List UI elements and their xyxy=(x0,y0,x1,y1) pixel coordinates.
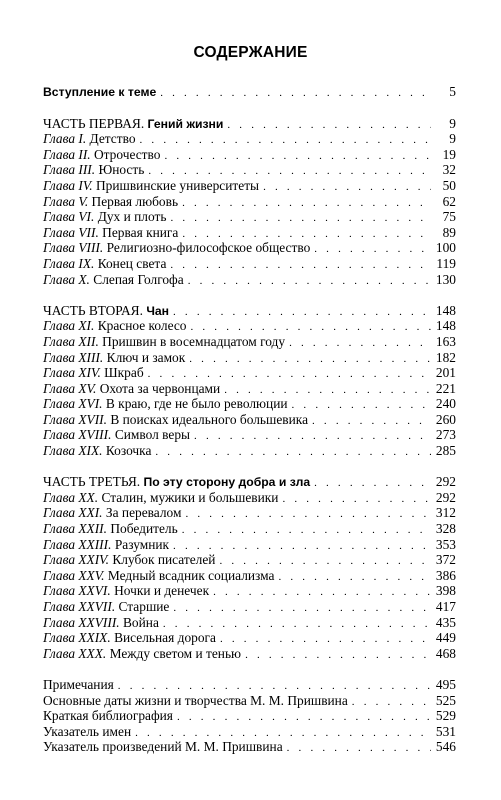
toc-chapter-entry xyxy=(43,131,456,147)
page-number: 163 xyxy=(435,333,456,349)
page-number: 5 xyxy=(449,84,456,99)
page-number: 449 xyxy=(435,630,456,646)
chapter-prefix: Глава XVIII. xyxy=(43,427,112,443)
page-number: 312 xyxy=(435,505,456,521)
toc-chapter-entry xyxy=(43,350,456,366)
page-number: 75 xyxy=(442,209,456,225)
chapter-title: Висельная дорога xyxy=(114,630,216,646)
toc-chapter-entry xyxy=(43,147,456,163)
page-number: 435 xyxy=(435,614,456,630)
page-number: 201 xyxy=(435,365,456,381)
toc-chapter-entry xyxy=(43,396,456,412)
toc-chapter-entry xyxy=(43,630,456,646)
page-number: 525 xyxy=(435,692,456,708)
part-label: ЧАСТЬ ТРЕТЬЯ. xyxy=(43,474,141,490)
toc-appendix-entry xyxy=(43,677,456,693)
chapter-prefix: Глава II. xyxy=(43,146,91,162)
toc-chapter-entry xyxy=(43,427,456,443)
dot-leader xyxy=(173,305,431,321)
chapter-prefix: Глава III. xyxy=(43,162,96,178)
page-number: 417 xyxy=(435,599,456,614)
chapter-prefix: Глава X. xyxy=(43,271,90,287)
chapter-title: Первая любовь xyxy=(91,193,179,209)
section-spacer xyxy=(43,100,456,116)
appendix-title: Указатель имен xyxy=(43,723,132,739)
section-spacer xyxy=(43,287,456,303)
chapter-prefix: Глава I. xyxy=(43,131,87,147)
toc-chapter-entry xyxy=(43,318,456,334)
toc-chapter-entry xyxy=(43,240,456,256)
appendix-title: Основные даты жизни и творчества М. М. Пришвина xyxy=(43,692,348,708)
part-label: ЧАСТЬ ПЕРВАЯ. xyxy=(43,115,145,131)
chapter-title: Юность xyxy=(98,162,145,178)
chapter-prefix: Глава XXIV. xyxy=(43,552,109,568)
chapter-title: Разумник xyxy=(114,536,170,552)
dot-leader xyxy=(182,523,431,539)
chapter-title: Ключ и замок xyxy=(106,349,186,365)
page-number: 353 xyxy=(435,536,456,552)
chapter-title: В краю, где не было революции xyxy=(105,396,288,412)
toc-chapter-entry xyxy=(43,599,456,615)
chapter-prefix: Глава IX. xyxy=(43,255,95,271)
intro-title: Вступление к теме xyxy=(43,85,157,99)
chapter-prefix: Глава XII. xyxy=(43,333,99,349)
page-number: 285 xyxy=(435,443,456,459)
page-number: 119 xyxy=(436,255,456,271)
toc-appendix-entry xyxy=(43,724,456,740)
chapter-title: Сталин, мужики и большевики xyxy=(101,489,279,505)
chapter-prefix: Глава XV. xyxy=(43,380,97,396)
appendix-title: Указатель произведений М. М. Пришвина xyxy=(43,739,283,755)
chapter-prefix: Глава XIII. xyxy=(43,349,104,365)
page-number: 9 xyxy=(449,131,456,147)
dot-leader xyxy=(245,648,431,664)
chapter-title: Козочка xyxy=(105,443,152,459)
page-number: 531 xyxy=(435,723,456,739)
dot-leader xyxy=(314,242,431,258)
toc-chapter-entry xyxy=(43,365,456,381)
toc-chapter-entry xyxy=(43,505,456,521)
dot-leader xyxy=(312,414,431,430)
chapter-prefix: Глава VIII. xyxy=(43,240,104,256)
toc-chapter-entry xyxy=(43,552,456,568)
toc-appendix-entry xyxy=(43,693,456,709)
page-number: 9 xyxy=(449,115,456,131)
toc-chapter-entry xyxy=(43,381,456,397)
toc-chapter-entry xyxy=(43,209,456,225)
dot-leader xyxy=(352,695,431,711)
dot-leader xyxy=(185,507,431,523)
dot-leader xyxy=(140,133,431,149)
dot-leader xyxy=(170,211,431,227)
chapter-title: Пришвин в восемнадцатом году xyxy=(102,333,286,349)
page-number: 240 xyxy=(435,396,456,412)
dot-leader xyxy=(182,196,431,212)
chapter-title: Война xyxy=(123,614,159,630)
toc-part-heading xyxy=(43,303,456,319)
page-number: 372 xyxy=(435,552,456,568)
toc-chapter-entry xyxy=(43,521,456,537)
page-number: 328 xyxy=(435,521,456,537)
page-number: 19 xyxy=(442,146,456,162)
part-heading-label xyxy=(43,303,169,320)
part-title: Чан xyxy=(146,303,170,318)
chapter-prefix: Глава XVI. xyxy=(43,396,103,412)
toc-chapter-entry xyxy=(43,568,456,584)
chapter-title: Символ веры xyxy=(114,427,191,443)
section-spacer xyxy=(43,661,456,677)
chapter-prefix: Глава XXVI. xyxy=(43,583,111,599)
page-title: СОДЕРЖАНИЕ xyxy=(193,44,308,61)
chapter-prefix: Глава VI. xyxy=(43,209,95,225)
section-spacer xyxy=(43,459,456,475)
chapter-prefix: Глава XVII. xyxy=(43,411,107,427)
table-of-contents xyxy=(43,84,456,755)
chapter-prefix: Глава XXVIII. xyxy=(43,614,120,630)
dot-leader xyxy=(282,492,431,508)
toc-chapter-entry xyxy=(43,162,456,178)
chapter-prefix: Глава XXIX. xyxy=(43,630,111,646)
toc-chapter-entry xyxy=(43,178,456,194)
toc-appendix-entry xyxy=(43,739,456,755)
chapter-title: За перевалом xyxy=(105,505,182,521)
chapter-title: Старшие xyxy=(118,599,170,614)
chapter-title: Религиозно-философское общество xyxy=(106,240,311,256)
chapter-title: Слепая Голгофа xyxy=(93,271,184,287)
page-number: 260 xyxy=(435,411,456,427)
toc-chapter-entry xyxy=(43,443,456,459)
dot-leader xyxy=(220,632,431,648)
chapter-prefix: Глава XXV. xyxy=(43,567,105,583)
page-number: 398 xyxy=(435,583,456,599)
page-number: 292 xyxy=(435,474,456,490)
toc-intro-entry xyxy=(43,84,456,100)
dot-leader xyxy=(177,710,431,726)
page-number: 182 xyxy=(435,349,456,365)
toc-chapter-entry xyxy=(43,225,456,241)
dot-leader xyxy=(213,585,431,601)
page-number: 50 xyxy=(442,177,456,193)
toc-chapter-entry xyxy=(43,334,456,350)
chapter-title: Охота за червонцами xyxy=(99,380,221,396)
chapter-title: Детство xyxy=(89,131,136,147)
page-number: 529 xyxy=(435,708,456,724)
page-number: 100 xyxy=(435,240,456,256)
toc-appendix-entry xyxy=(43,708,456,724)
chapter-title: Красное колесо xyxy=(97,318,187,334)
dot-leader xyxy=(287,741,431,757)
part-heading-label xyxy=(43,474,310,491)
toc-chapter-entry xyxy=(43,272,456,288)
dot-leader xyxy=(189,352,431,368)
chapter-prefix: Глава XXX. xyxy=(43,645,107,661)
page-number: 89 xyxy=(442,224,456,240)
page-number: 32 xyxy=(442,162,456,178)
dot-leader xyxy=(164,149,431,165)
dot-leader xyxy=(314,476,431,492)
dot-leader xyxy=(227,118,431,134)
toc-chapter-entry xyxy=(43,583,456,599)
chapter-title: Отрочество xyxy=(94,146,161,162)
chapter-prefix: Глава XXI. xyxy=(43,505,103,521)
appendix-title: Краткая библиография xyxy=(43,708,173,724)
dot-leader xyxy=(194,429,431,445)
toc-part-heading xyxy=(43,474,456,490)
page-number: 546 xyxy=(435,739,456,755)
chapter-prefix: Глава XIV. xyxy=(43,365,101,381)
chapter-title: Между светом и тенью xyxy=(109,645,242,661)
chapter-title: Пришвинские университеты xyxy=(95,177,260,193)
dot-leader xyxy=(263,180,431,196)
page-number: 292 xyxy=(435,489,456,505)
chapter-prefix: Глава IV. xyxy=(43,177,93,193)
chapter-prefix: Глава VII. xyxy=(43,224,99,240)
page-number: 273 xyxy=(435,427,456,443)
toc-chapter-entry xyxy=(43,615,456,631)
chapter-title: Победитель xyxy=(110,521,178,537)
chapter-prefix: Глава XIX. xyxy=(43,443,103,459)
toc-part-heading xyxy=(43,116,456,132)
dot-leader xyxy=(278,570,431,586)
toc-chapter-entry xyxy=(43,490,456,506)
toc-chapter-entry xyxy=(43,537,456,553)
part-heading-label xyxy=(43,116,223,133)
page-number: 148 xyxy=(435,302,456,318)
dot-leader xyxy=(289,336,431,352)
chapter-prefix: Глава XXIII. xyxy=(43,536,112,552)
toc-chapter-entry xyxy=(43,412,456,428)
chapter-title: Шкраб xyxy=(104,365,144,381)
dot-leader xyxy=(170,258,431,274)
appendix-title: Примечания xyxy=(43,676,114,692)
toc-chapter-entry xyxy=(43,194,456,210)
toc-chapter-entry xyxy=(43,646,456,662)
dot-leader xyxy=(173,601,431,617)
chapter-prefix: Глава V. xyxy=(43,193,89,209)
toc-chapter-entry xyxy=(43,256,456,272)
chapter-title: Ночки и денечек xyxy=(114,583,210,599)
page-number: 221 xyxy=(435,380,456,396)
chapter-title: Клубок писателей xyxy=(112,552,216,568)
chapter-prefix: Глава XXVII. xyxy=(43,599,116,614)
chapter-title: Медный всадник социализма xyxy=(107,567,275,583)
page-number: 468 xyxy=(435,645,456,661)
chapter-title: Первая книга xyxy=(102,224,179,240)
page-number: 495 xyxy=(435,676,456,692)
chapter-prefix: Глава XX. xyxy=(43,489,99,505)
chapter-prefix: Глава XXII. xyxy=(43,521,107,537)
chapter-title: В поисках идеального большевика xyxy=(110,411,309,427)
part-title: По эту сторону добра и зла xyxy=(143,475,311,490)
page-number: 386 xyxy=(435,567,456,583)
dot-leader xyxy=(292,398,431,414)
dot-leader xyxy=(188,274,431,290)
part-title: Гений жизни xyxy=(147,116,224,131)
dot-leader xyxy=(160,86,431,102)
dot-leader xyxy=(155,445,431,461)
part-label: ЧАСТЬ ВТОРАЯ. xyxy=(43,302,143,318)
chapter-title: Дух и плоть xyxy=(97,209,167,225)
chapter-prefix: Глава XI. xyxy=(43,318,95,334)
page-number: 130 xyxy=(435,271,456,287)
page-number: 62 xyxy=(442,193,456,209)
chapter-title: Конец света xyxy=(97,255,167,271)
page-number: 148 xyxy=(435,318,456,334)
